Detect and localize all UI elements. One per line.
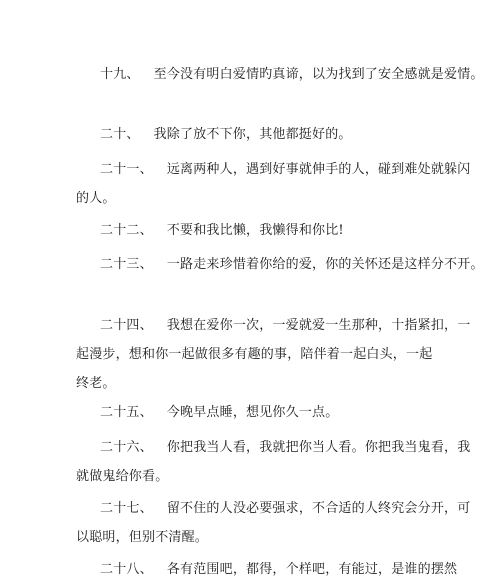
entry-text: 今晚早点睡，想见你久一点。 — [166, 405, 339, 420]
entry-22 — [76, 216, 436, 245]
entry-text-continuation: 起漫步，想和你一起做很多有趣的事，陪伴着一起白头，一起 — [76, 347, 433, 362]
entry-text: 留不住的人没必要强求，不合适的人终究会分开，可 — [166, 501, 471, 516]
entry-text: 远离两种人，遇到好事就伸手的人，碰到难处就躲闪 — [166, 162, 471, 177]
entry-text-continuation: 的人。 — [76, 191, 116, 206]
entry-19 — [76, 60, 484, 89]
entry-text-continuation: 终老。 — [76, 376, 116, 391]
entry-text: 各有范围吧，都得，个样吧，有能过，是谁的摆然 — [166, 562, 458, 577]
entry-24 — [76, 311, 471, 398]
entry-text-continuation: 就做鬼给你看。 — [76, 469, 169, 484]
entry-number: 十九、 — [100, 67, 140, 82]
entry-number: 二十、 — [100, 127, 140, 142]
entry-number: 二十六、 — [100, 440, 153, 455]
entry-20 — [76, 120, 436, 149]
entry-text: 不要和我比懒，我懒得和你比! — [166, 223, 344, 238]
entry-text: 我除了放不下你，其他都挺好的。 — [153, 127, 352, 142]
entry-21 — [76, 155, 471, 213]
entry-text: 至今没有明白爱情旳真谛，以为找到了安全感就是爱情。 — [153, 67, 484, 82]
entry-text: 一路走来珍惜着你给的爱，你的关怀还是这样分不开。 — [166, 257, 484, 272]
entry-text: 你把我当人看，我就把你当人看。你把我当鬼看，我 — [166, 440, 471, 455]
entry-text-continuation: 以聪明，但别不清醒。 — [76, 530, 209, 545]
entry-number: 二十三、 — [100, 257, 153, 272]
entry-23 — [76, 250, 484, 279]
entry-27 — [76, 494, 471, 552]
entry-26 — [76, 433, 471, 491]
entry-number: 二十八、 — [100, 562, 153, 577]
entry-28-partial — [76, 555, 458, 584]
entry-number: 二十七、 — [100, 501, 153, 516]
entry-number: 二十二、 — [100, 223, 153, 238]
entry-text: 我想在爱你一次，一爱就爱一生那种，十指紧扣，一 — [166, 318, 471, 333]
entry-number: 二十一、 — [100, 162, 153, 177]
entry-number: 二十四、 — [100, 318, 153, 333]
entry-25 — [76, 398, 436, 427]
entry-number: 二十五、 — [100, 405, 153, 420]
